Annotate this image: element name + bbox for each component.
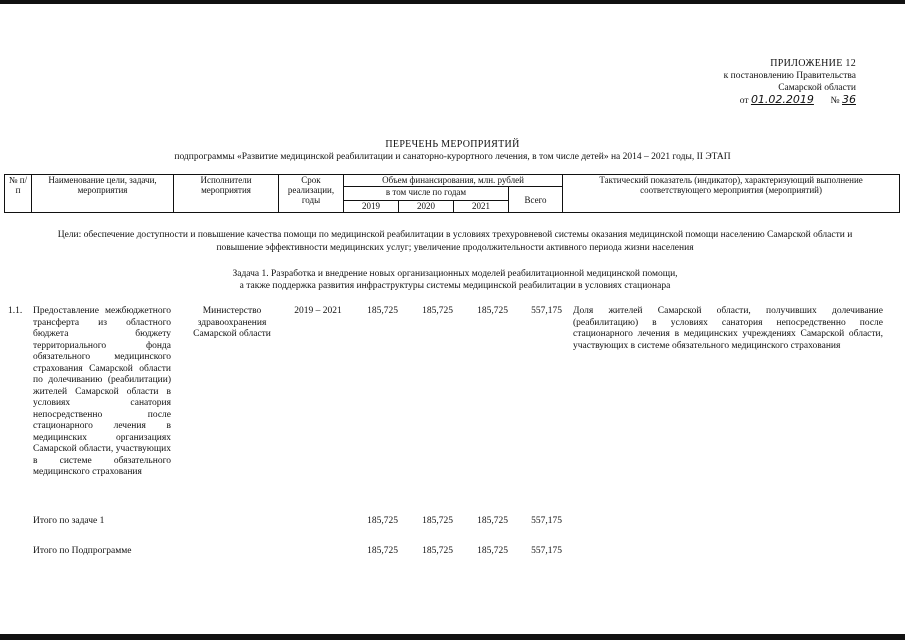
document-heading <box>0 138 905 164</box>
handwritten-number: 36 <box>842 93 856 106</box>
total-sum: 557,175 <box>531 546 562 556</box>
top-border <box>0 0 905 4</box>
appendix-block <box>620 58 856 107</box>
total-label: Итого по задаче 1 <box>33 516 105 526</box>
measure-2020: 185,725 <box>422 306 453 316</box>
date-prefix: от <box>739 96 749 106</box>
task-line-2: а также поддержка развития инфраструктуры системы медицинской реабилитации в условиях стационара <box>239 281 671 291</box>
measure-2019: 185,725 <box>367 306 398 316</box>
header-indicator: Тактический показатель (индикатор), характеризующий выполнение соответствующего мероприятия (мероприятий) <box>563 175 900 213</box>
header-total: Всего <box>509 187 563 213</box>
measure-name: Предоставление межбюджетного трансферта из областного бюджета бюджету территориального фонда обязательного медицинского страхования Самарской области по долечиванию (реабилитации) жителей Самарской области в условиях санатория непосредственно после стационарного лечения в медицинских организациях Самарской области, участвующих в системе обязательного медицинского страхования <box>33 306 171 477</box>
header-term: Срок реализации, годы <box>279 175 344 213</box>
appendix-date-line <box>620 94 856 107</box>
measure-term: 2019 – 2021 <box>294 306 342 316</box>
task-line-1: Задача 1. Разработка и внедрение новых организационных моделей реабилитационной медицинской помощи, <box>232 269 678 279</box>
total-2020: 185,725 <box>422 516 453 526</box>
total-2019: 185,725 <box>367 546 398 556</box>
header-by-year: в том числе по годам <box>344 187 509 201</box>
handwritten-date: 01.02.2019 <box>750 93 814 106</box>
total-sum: 557,175 <box>531 516 562 526</box>
document-subtitle: подпрограммы «Развитие медицинской реабилитации и санаторно-курортного лечения, в том числе детей» на 2014 – 2021 годы, II ЭТАП <box>174 152 731 162</box>
total-label: Итого по Подпрограмме <box>33 546 132 556</box>
total-2019: 185,725 <box>367 516 398 526</box>
measure-2021: 185,725 <box>477 306 508 316</box>
header-year-2020: 2020 <box>399 201 454 213</box>
appendix-line-2: Самарской области <box>778 83 856 93</box>
total-2020: 185,725 <box>422 546 453 556</box>
measure-total: 557,175 <box>531 306 562 316</box>
table-header <box>4 174 900 213</box>
total-2021: 185,725 <box>477 546 508 556</box>
header-year-2019: 2019 <box>344 201 399 213</box>
header-funding: Объем финансирования, млн. рублей <box>344 175 563 187</box>
header-year-2021: 2021 <box>454 201 509 213</box>
appendix-line-1: к постановлению Правительства <box>723 71 856 81</box>
header-name: Наименование цели, задачи, мероприятия <box>32 175 174 213</box>
measure-indicator: Доля жителей Самарской области, получивших долечивание (реабилитацию) в условиях санатория непосредственно после стационарного лечения в медицинских учреждениях Самарской области, участвующих в системе обязательного медицинского страхования <box>573 306 883 351</box>
measure-executor: Министерство здравоохранения Самарской области <box>193 306 271 339</box>
number-prefix: № <box>830 96 840 106</box>
header-no: № п/п <box>5 175 32 213</box>
header-executors: Исполнители мероприятия <box>174 175 279 213</box>
goals-text: Цели: обеспечение доступности и повышение качества помощи по медицинской реабилитации в условиях трехуровневой системы оказания медицинской помощи населению Самарской области и повышение эффективности медицинских услуг; увеличение продолжительности активного периода жизни населения <box>57 230 853 253</box>
total-2021: 185,725 <box>477 516 508 526</box>
task-heading <box>40 268 870 292</box>
appendix-title: ПРИЛОЖЕНИЕ 12 <box>770 58 856 69</box>
bottom-border <box>0 634 905 640</box>
measure-no: 1.1. <box>8 306 23 316</box>
document-title: ПЕРЕЧЕНЬ МЕРОПРИЯТИЙ <box>385 139 520 150</box>
